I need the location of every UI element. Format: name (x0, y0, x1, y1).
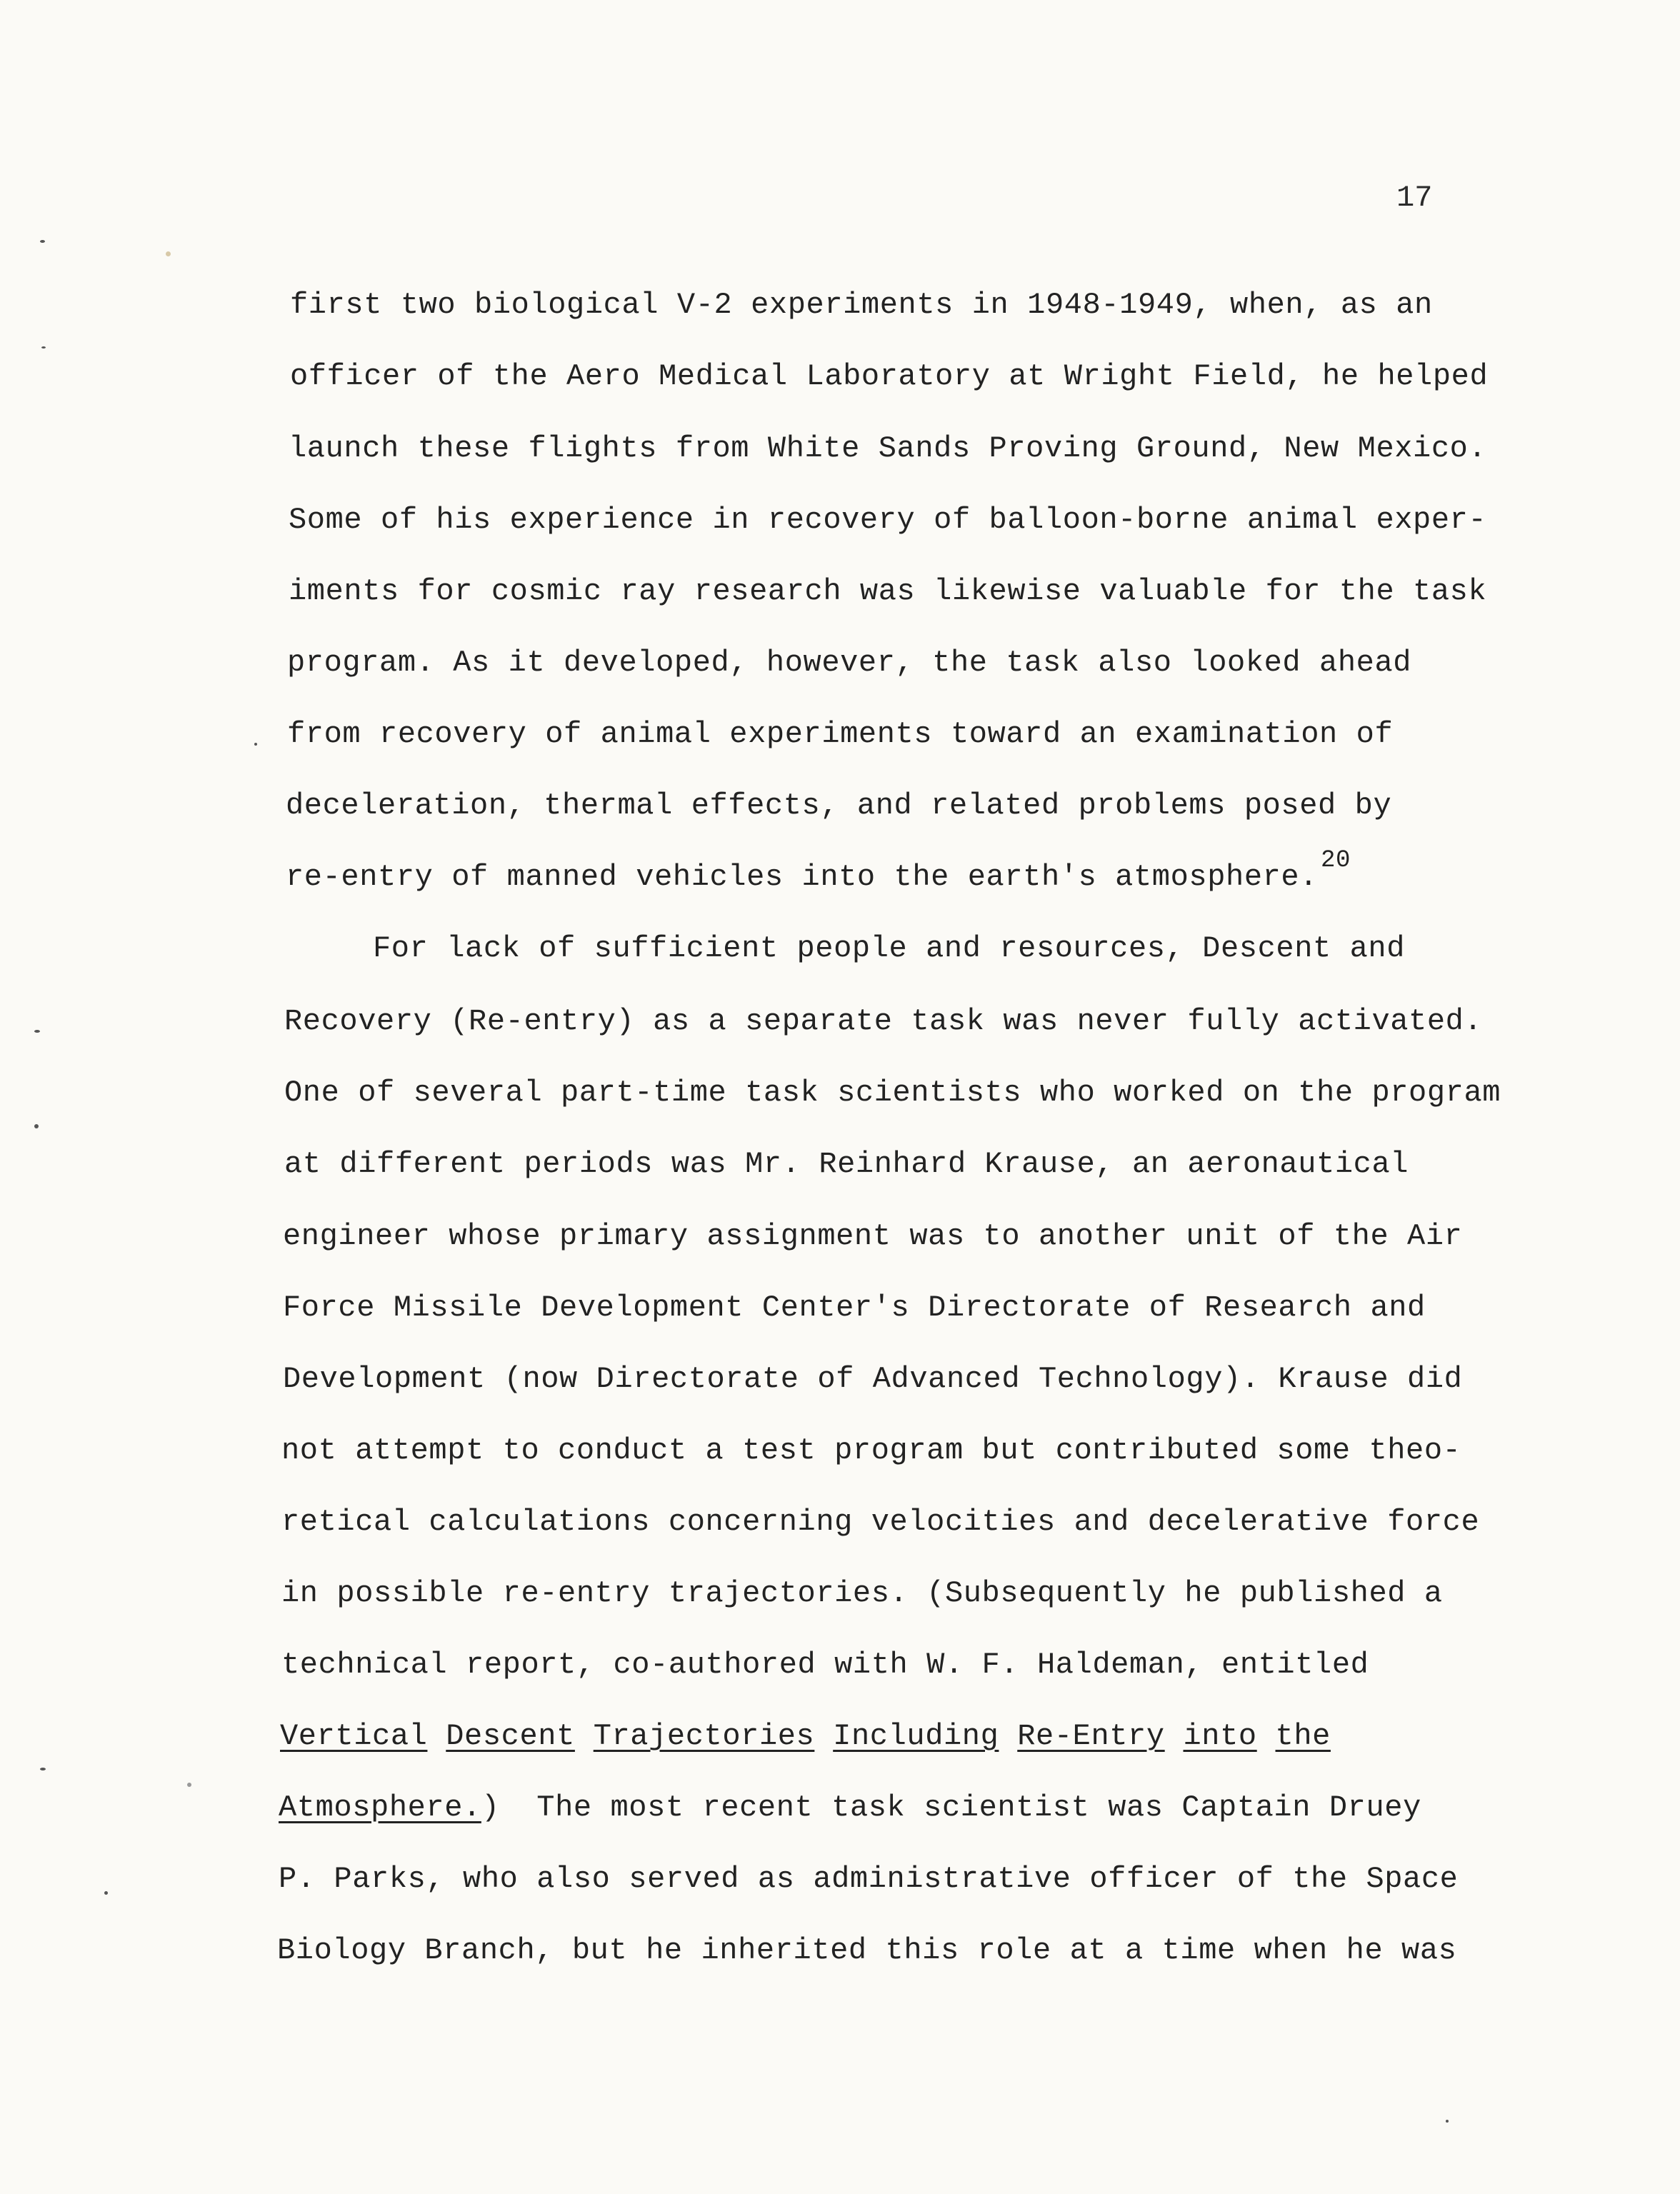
text-line: officer of the Aero Medical Laboratory at Wright Field, he helped (290, 359, 1489, 394)
text-line: program. As it developed, however, the task also looked ahead (287, 646, 1412, 680)
text-line (286, 847, 1351, 897)
title-word: Re-Entry (1017, 1719, 1165, 1753)
text-line: For lack of sufficient people and resources, Descent and (373, 931, 1406, 966)
title-word: Descent (446, 1719, 575, 1753)
title-word: Including (833, 1719, 999, 1753)
scan-speck (254, 743, 257, 746)
text-line: Development (now Directorate of Advanced Technology). Krause did (283, 1362, 1463, 1396)
scan-speck (40, 240, 45, 243)
text-line: launch these flights from White Sands Proving Ground, New Mexico. (289, 431, 1487, 466)
title-word: Vertical (280, 1719, 428, 1753)
text-line: not attempt to conduct a test program but contributed some theo- (281, 1433, 1461, 1468)
text-line: technical report, co-authored with W. F. Haldeman, entitled (281, 1648, 1369, 1682)
text-line: engineer whose primary assignment was to another unit of the Air (283, 1219, 1463, 1253)
text-line: iments for cosmic ray research was likewise valuable for the task (289, 574, 1487, 608)
text-line: Biology Branch, but he inherited this role at a time when he was (277, 1933, 1457, 1968)
text-line (279, 1790, 1421, 1825)
text-line: retical calculations concerning velocities and decelerative force (281, 1505, 1480, 1539)
footnote-reference: 20 (1321, 847, 1351, 874)
text-line-content: re-entry of manned vehicles into the earth's atmosphere. (286, 860, 1319, 894)
text-line: first two biological V-2 experiments in 1948-1949, when, as an (290, 288, 1433, 322)
title-word: into (1183, 1719, 1257, 1753)
scan-speck (34, 1030, 40, 1033)
text-line: Recovery (Re-entry) as a separate task was never fully activated. (284, 1004, 1483, 1038)
text-line: P. Parks, who also served as administrative officer of the Space (279, 1862, 1459, 1896)
scan-speck (41, 346, 46, 349)
text-line: at different periods was Mr. Reinhard Krause, an aeronautical (284, 1147, 1409, 1181)
title-word: the (1275, 1719, 1331, 1753)
report-title-line (280, 1718, 1331, 1754)
page-number: 17 (1396, 181, 1433, 215)
text-line-content: ) The most recent task scientist was Captain Druey (481, 1790, 1421, 1825)
scan-speck (40, 1768, 46, 1770)
text-line: Force Missile Development Center's Directorate of Research and (283, 1291, 1426, 1325)
scan-speck (187, 1783, 191, 1787)
text-line: from recovery of animal experiments toward an examination of (287, 717, 1394, 751)
scan-speck (34, 1124, 39, 1128)
scan-speck (1446, 2120, 1449, 2123)
text-line: in possible re-entry trajectories. (Subsequently he published a (281, 1576, 1443, 1611)
title-word: Trajectories (593, 1719, 815, 1753)
title-word: Atmosphere. (279, 1790, 481, 1825)
scan-speck (166, 251, 171, 256)
scan-speck (104, 1891, 108, 1895)
text-line: One of several part-time task scientists who worked on the program (284, 1076, 1501, 1110)
text-line: deceleration, thermal effects, and related problems posed by (286, 788, 1392, 823)
text-line: Some of his experience in recovery of balloon-borne animal exper- (289, 503, 1487, 537)
